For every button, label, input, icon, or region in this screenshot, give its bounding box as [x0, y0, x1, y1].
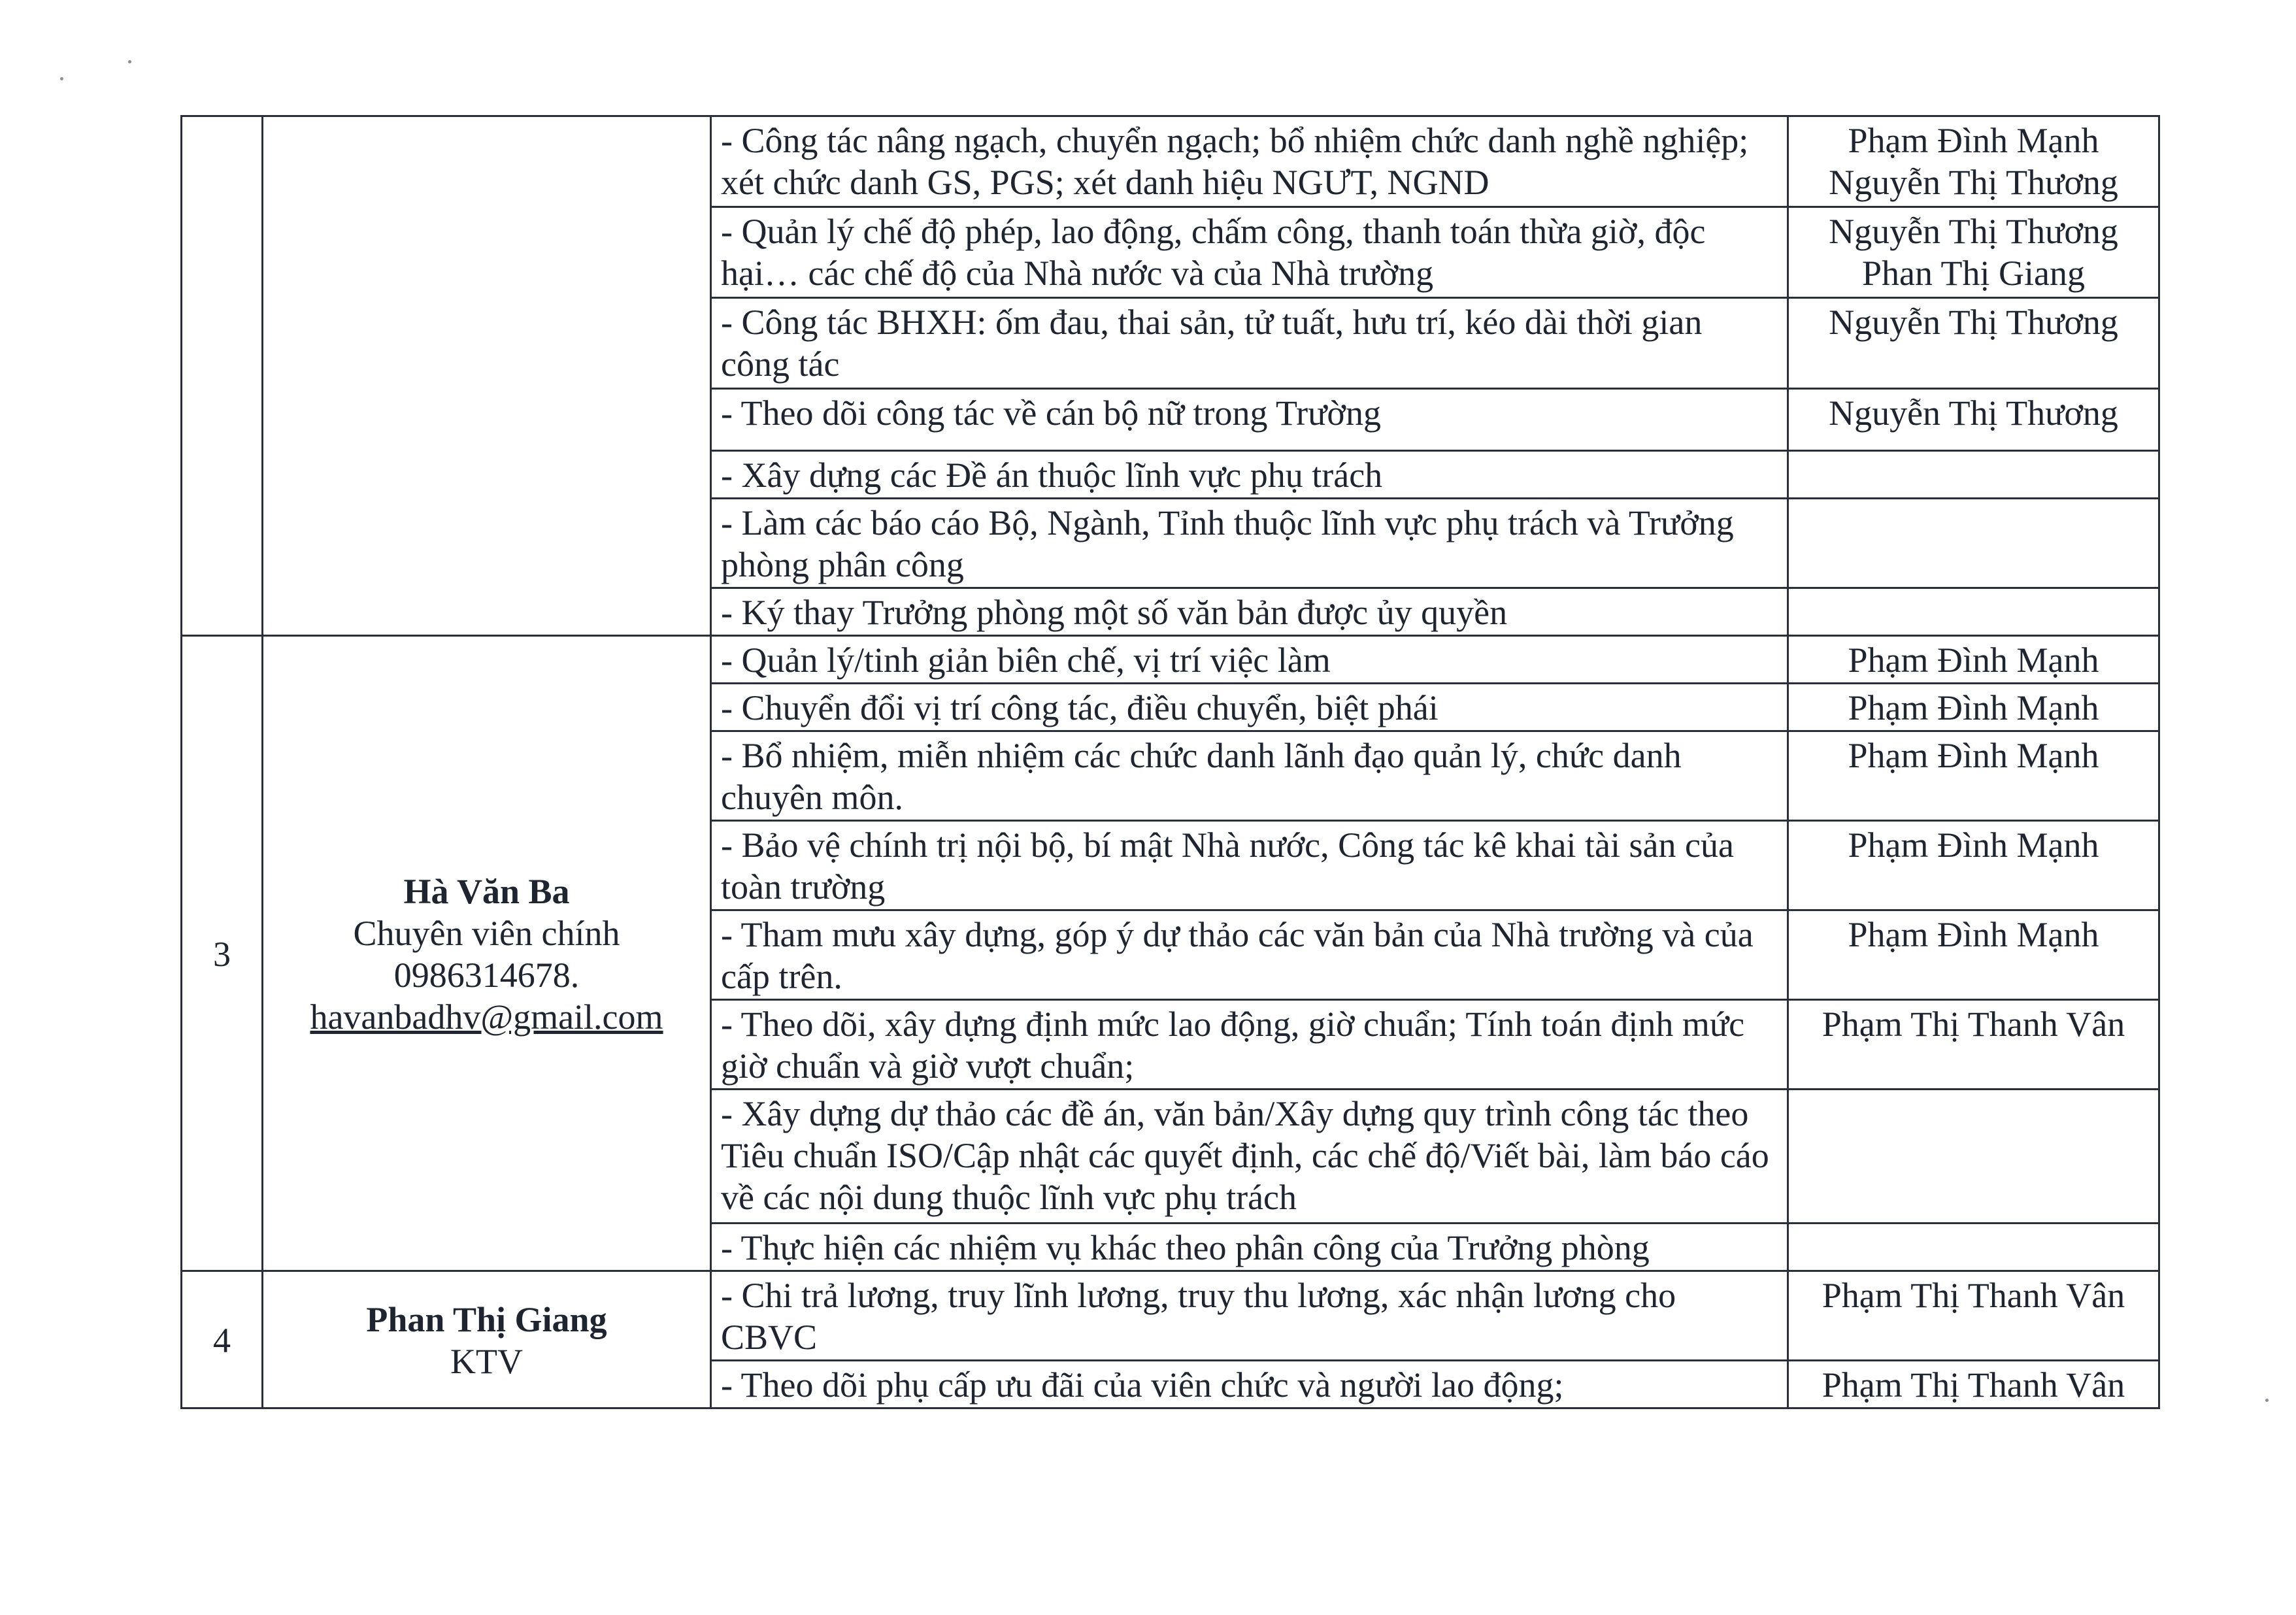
table-row	[182, 116, 2159, 207]
responsible-name: Phạm Đình Mạnh	[1848, 688, 2099, 727]
task-cell: - Quản lý chế độ phép, lao động, chấm công, thanh toán thừa giờ, độc hại… các chế độ của Nhà nước và của Nhà trường	[711, 207, 1788, 298]
staff-email-link[interactable]: havanbadhv@gmail.com	[310, 997, 663, 1037]
task-cell: - Theo dõi, xây dựng định mức lao động, giờ chuẩn; Tính toán định mức giờ chuẩn và giờ vượt chuẩn;	[711, 1000, 1788, 1090]
task-assignment-table	[180, 115, 2160, 1409]
staff-name: Hà Văn Ba	[403, 871, 570, 911]
responsible-name: Phạm Đình Mạnh	[1848, 121, 2099, 160]
staff-phone: 0986314678.	[393, 955, 580, 995]
responsible-name: Nguyễn Thị Thương	[1829, 163, 2118, 202]
responsible-name: Phạm Thị Thanh Vân	[1822, 1276, 2125, 1315]
task-cell: - Chi trả lương, truy lĩnh lương, truy thu lương, xác nhận lương cho CBVC	[711, 1271, 1788, 1361]
responsible-cell	[1788, 451, 2159, 499]
task-cell: - Thực hiện các nhiệm vụ khác theo phân công của Trưởng phòng	[711, 1224, 1788, 1271]
responsible-cell	[1788, 588, 2159, 636]
responsible-cell	[1788, 1090, 2159, 1224]
responsible-name: Phạm Đình Mạnh	[1848, 915, 2099, 954]
responsible-name: Nguyễn Thị Thương	[1829, 303, 2118, 342]
task-cell: - Theo dõi công tác về cán bộ nữ trong Trường	[711, 389, 1788, 451]
responsible-cell	[1788, 499, 2159, 588]
staff-cell	[263, 1271, 711, 1408]
scan-speck	[60, 77, 63, 80]
task-cell: - Xây dựng dự thảo các đề án, văn bản/Xây dựng quy trình công tác theo Tiêu chuẩn ISO/Cập nhật các quyết định, các chế độ/Viết bài, làm báo cáo về các nội dung thuộc lĩnh vực phụ trách	[711, 1090, 1788, 1224]
table-row	[182, 1271, 2159, 1361]
table-row	[182, 636, 2159, 684]
responsible-name: Phạm Đình Mạnh	[1848, 736, 2099, 775]
task-cell: - Tham mưu xây dựng, góp ý dự thảo các văn bản của Nhà trường và của cấp trên.	[711, 910, 1788, 1000]
responsible-name: Nguyễn Thị Thương	[1829, 212, 2118, 251]
staff-name: Phan Thị Giang	[366, 1299, 607, 1339]
stt-cell: 3	[182, 636, 263, 1271]
responsible-name: Nguyễn Thị Thương	[1829, 393, 2118, 433]
staff-cell	[263, 636, 711, 1271]
responsible-cell	[1788, 207, 2159, 298]
staff-cell	[263, 116, 711, 636]
responsible-cell	[1788, 731, 2159, 821]
responsible-cell	[1788, 821, 2159, 910]
responsible-name: Phan Thị Giang	[1862, 254, 2085, 293]
task-cell: - Bảo vệ chính trị nội bộ, bí mật Nhà nước, Công tác kê khai tài sản của toàn trường	[711, 821, 1788, 910]
responsible-cell	[1788, 636, 2159, 684]
scan-speck	[2265, 1399, 2269, 1402]
task-cell: - Chuyển đổi vị trí công tác, điều chuyển, biệt phái	[711, 684, 1788, 731]
task-cell: - Theo dõi phụ cấp ưu đãi của viên chức và người lao động;	[711, 1361, 1788, 1408]
task-cell: - Bổ nhiệm, miễn nhiệm các chức danh lãnh đạo quản lý, chức danh chuyên môn.	[711, 731, 1788, 821]
responsible-cell	[1788, 1000, 2159, 1090]
task-cell: - Xây dựng các Đề án thuộc lĩnh vực phụ trách	[711, 451, 1788, 499]
task-cell: - Công tác nâng ngạch, chuyển ngạch; bổ nhiệm chức danh nghề nghiệp; xét chức danh GS, PGS; xét danh hiệu NGƯT, NGND	[711, 116, 1788, 207]
stt-cell: 4	[182, 1271, 263, 1408]
responsible-name: Phạm Đình Mạnh	[1848, 825, 2099, 865]
responsible-cell	[1788, 298, 2159, 389]
responsible-cell	[1788, 389, 2159, 451]
stt-cell	[182, 116, 263, 636]
responsible-cell	[1788, 1224, 2159, 1271]
responsible-cell	[1788, 116, 2159, 207]
responsible-cell	[1788, 684, 2159, 731]
task-cell: - Làm các báo cáo Bộ, Ngành, Tỉnh thuộc lĩnh vực phụ trách và Trưởng phòng phân công	[711, 499, 1788, 588]
responsible-cell	[1788, 1361, 2159, 1408]
responsible-name: Phạm Thị Thanh Vân	[1822, 1005, 2125, 1044]
responsible-cell	[1788, 1271, 2159, 1361]
task-cell: - Quản lý/tinh giản biên chế, vị trí việc làm	[711, 636, 1788, 684]
task-cell: - Ký thay Trưởng phòng một số văn bản được ủy quyền	[711, 588, 1788, 636]
staff-title: Chuyên viên chính	[353, 913, 620, 953]
staff-title: KTV	[450, 1341, 523, 1381]
scan-speck	[128, 60, 131, 63]
task-cell: - Công tác BHXH: ốm đau, thai sản, tử tuất, hưu trí, kéo dài thời gian công tác	[711, 298, 1788, 389]
responsible-name: Phạm Đình Mạnh	[1848, 641, 2099, 680]
responsible-cell	[1788, 910, 2159, 1000]
responsible-name: Phạm Thị Thanh Vân	[1822, 1365, 2125, 1405]
